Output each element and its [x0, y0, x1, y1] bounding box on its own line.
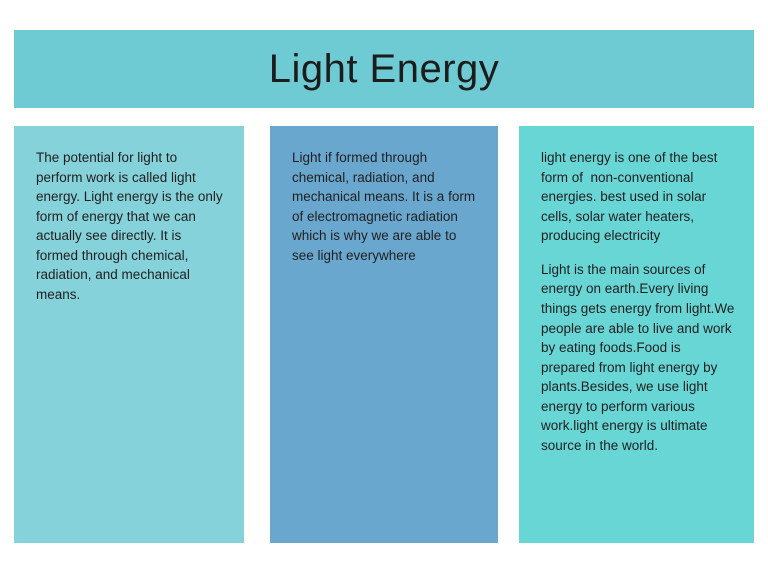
page-title: Light Energy [268, 47, 500, 91]
column-three-paragraph-1: light energy is one of the best form of non-conventional energies. best used in solar cells, solar water heaters, producing electricity [541, 150, 722, 244]
text-column-three [519, 126, 754, 543]
title-banner [14, 30, 754, 108]
column-one-paragraph-1: The potential for light to perform work is called light energy. Light energy is the only form of energy that we can actually see directly. It is formed through chemical, radiation, and mechanical means. [36, 150, 227, 302]
column-three-paragraph-2: Light is the main sources of energy on earth.Every living things gets energy from light.We people are able to live and work by eating foods.Food is prepared from light energy by plants.Besides, we use light energy to perform various work.light energy is ultimate source in the world. [541, 261, 739, 453]
column-two-paragraph-1: Light if formed through chemical, radiation, and mechanical means. It is a form of electromagnetic radiation which is why we are able to see light everywhere [292, 150, 479, 263]
text-column-one [14, 126, 244, 543]
text-column-two [270, 126, 498, 543]
